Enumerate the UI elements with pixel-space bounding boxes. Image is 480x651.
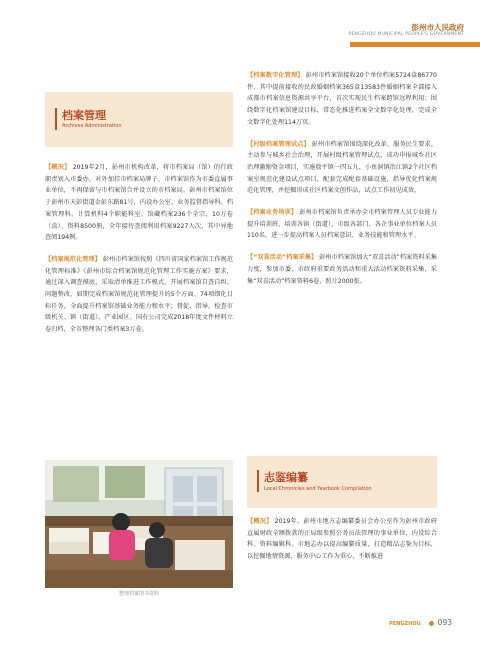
footer-brand: PENGZHOU xyxy=(389,621,421,627)
paragraph-tag: 【概况】 xyxy=(45,164,71,171)
paragraph-tag: 【档案业务培训】 xyxy=(247,209,298,217)
section-title: 档案管理 xyxy=(62,109,106,122)
paragraph-tag: 【村级档案管理试点】 xyxy=(247,140,310,148)
chronicles-column xyxy=(247,516,437,563)
archives-photo xyxy=(45,460,233,588)
header-title: 彭州市人民政府 xyxy=(411,23,464,32)
paragraph-tag: 【概况】 xyxy=(247,518,273,525)
photo-caption: 整理档案图书资料 xyxy=(118,591,159,597)
paragraph-text: 彭州市档案馆接收20个单位档案5724盒86770件，其中提前接收的民政婚姻档案365盒13583件婚姻档案全部接入成都市档案信息资源共享平台，首次实现民生档案跨馆远程利用；围绕数字化档案馆建设目标，常态化推进档案全文数字化处理，完成全文数字化处理114万页。 xyxy=(247,72,437,126)
section-subtitle: Local Chronicles and Yearbook Compilation xyxy=(264,486,372,492)
left-column xyxy=(45,162,233,346)
paragraph-digitization xyxy=(247,70,437,129)
paragraph-text: 彭州市档案馆加大“双喜活动”档案资料采集力度，参加市委、市政府重要政务活动和重大活动档案资料采集，采集“双喜活动”档案资料6卷，照片2000张。 xyxy=(247,254,437,285)
paragraph-village-pilot xyxy=(247,139,437,198)
paragraph-tag: 【“双喜活动”档案采集】 xyxy=(247,254,318,262)
footer-dot-icon xyxy=(429,621,434,626)
heading-accent-bar xyxy=(55,108,57,130)
section-subtitle: Archives Administration xyxy=(62,123,122,129)
paragraph-text: 彭州市档案馆围绕深化改革、服务民生要求，主动参与城乡社会治理，开展村级档案管理试点，成功申报城乡社区治理激励资金项目，实施敖平镇一四五九、小鱼洞镇治江镇2个社区档案室规范化建设试点项目，配套完成配套基础设施，指导优化档案规范化管理，并挖掘形成社区档案文创作品，试点工作初见成效。 xyxy=(247,140,438,195)
paragraph-tag: 【档案数字化管理】 xyxy=(247,72,304,79)
header-subtitle: PENGZHOU MUNICIPAL PEOPLE'S GOVERNMENT xyxy=(348,32,464,37)
paragraph-standardization xyxy=(45,254,233,336)
paragraph-text: 2019年，彭州市地方志编纂委员会办公室作为彭州市政府直属财政全额拨款的正局级参照公务员法管理的事业单位，内设综合科、资料编辑科。市地志办以提高编纂质量，打造精品志鉴为目标，以挖掘地情资源、服务中心工作为重心，不断推进 xyxy=(247,518,437,561)
archives-photo-illustration xyxy=(45,460,233,588)
section-archives-heading xyxy=(45,92,233,147)
paragraph-training xyxy=(247,207,437,242)
heading-accent-bar xyxy=(257,470,259,492)
paragraph-text: 2019年2月，彭州市机构改革，将市档案局（馆）的行政职责划入市委办，对外加挂市档案局牌子，市档案馆作为市委直属事业单位，不再保留与市档案馆合并设立的市档案局。彭州市档案馆位于彭州市天彭街道金彭东路81号，内设办公室、业务监督指导科、档案管理科，计算机科4个职能科室，馆藏档案236个全宗，10万卷（盒）、资料8500册，全年接待查阅利用档案9227人次，其中异地查阅194例。 xyxy=(45,164,233,242)
paragraph-text: 彭州市档案馆按照《四川省国家档案馆工作规范化管理标准》《彭州市综合档案馆规范化管理工作实施方案》要求，通过深入调查摸底，采取清单推进工作模式，开展档案馆自查自纠、问题整改，如期完成档案馆规范化管理提升的5个方面、74项细化目标任务，全面提升档案馆基础业务能力和水平；督促、指导、检查市级机关、镇（街道）、产业园区、国有公司完成2018年度文件材料立卷归档，全市整理各门类档案3万卷。 xyxy=(45,255,233,334)
paragraph-text: 彭州市档案馆负责承办全市档案管理人员专业能力提升培训班，培训各镇（街道）、市级各部门、各企事业单位档案人员110名，进一步提高档案人员档案意识、业务技能和管理水平。 xyxy=(247,209,438,240)
paragraph-tag: 【档案规范化管理】 xyxy=(45,255,101,263)
section-chronicles-heading xyxy=(247,456,437,508)
page-footer xyxy=(389,618,452,627)
right-column xyxy=(247,70,437,297)
header-accent-bar xyxy=(350,42,480,47)
paragraph-chronicles-overview xyxy=(247,516,437,563)
page-header xyxy=(0,0,480,48)
paragraph-collection xyxy=(247,252,437,287)
page-number: 093 xyxy=(437,618,452,627)
section-title: 志鉴编纂 xyxy=(264,471,308,484)
paragraph-overview xyxy=(45,162,233,244)
